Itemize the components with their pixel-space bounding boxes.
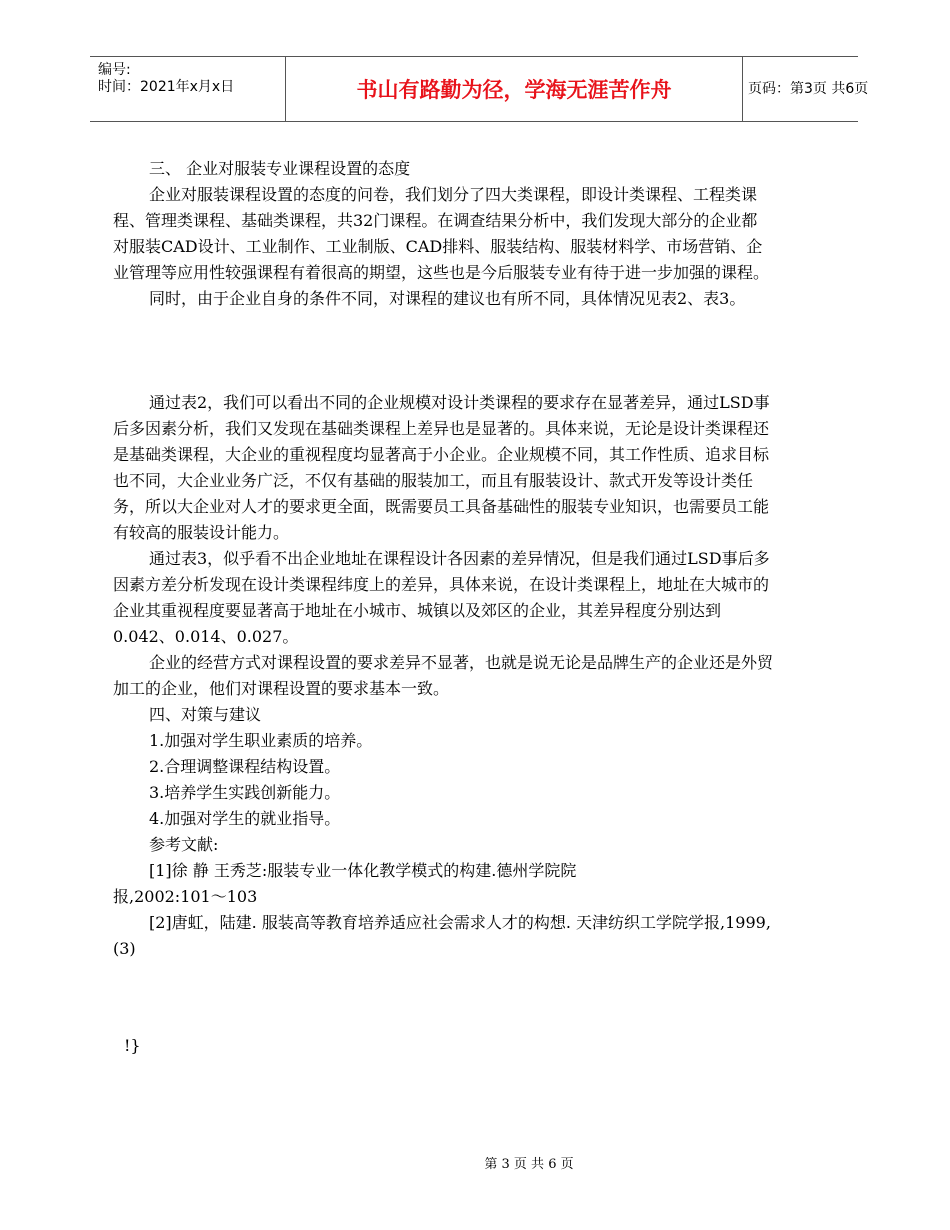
paragraph: 企业的经营方式对课程设置的要求差异不显著，也就是说无论是品牌生产的企业还是外贸加工的企业，他们对课程设置的要求基本一致。 <box>113 653 774 698</box>
page-label: 页码：第3页 共6页 <box>748 81 869 97</box>
page-footer: 第 3 页 共 6 页 <box>484 1157 574 1172</box>
list-item: 1.加强对学生职业素质的培养。 <box>149 731 373 750</box>
section-heading: 三、 企业对服装专业课程设置的态度 <box>149 159 411 178</box>
section-heading: 四、对策与建议 <box>149 705 262 724</box>
references-heading: 参考文献: <box>149 835 219 854</box>
blank-space <box>113 312 773 390</box>
paragraph: 同时，由于企业自身的条件不同，对课程的建议也有所不同，具体情况见表2、表3。 <box>149 289 746 308</box>
paragraph: 通过表3，似乎看不出企业地址在课程设计各因素的差异情况，但是我们通过LSD事后多因素方差分析发现在设计类课程纬度上的差异，具体来说，在设计类课程上，地址在大城市的企业其重视程度要显著高于地址在小城市、城镇以及郊区的企业，其差异程度分别达到0.042、0.014、0.027。 <box>113 549 770 646</box>
header-left-cell <box>90 57 285 121</box>
list-item: 2.合理调整课程结构设置。 <box>149 757 341 776</box>
paragraph: 企业对服装课程设置的态度的问卷，我们划分了四大类课程，即设计类课程、工程类课程、管理类课程、基础类课程，共32门课程。在调查结果分析中，我们发现大部分的企业都对服装CAD设计、工业制作、工业制版、CAD排料、服装结构、服装材料学、市场营销、企业管理等应用性较强课程有着很高的期望，这些也是今后服装专业有待于进一步加强的课程。 <box>113 185 770 282</box>
reference-item: [1]徐 静 王秀芝:服装专业一体化教学模式的构建.德州学院院 <box>149 861 577 880</box>
list-item: 3.培养学生实践创新能力。 <box>149 783 341 802</box>
document-body <box>113 156 773 962</box>
time-label: 时间：2021年x月x日 <box>98 79 235 95</box>
motto-text: 书山有路勤为径，学海无涯苦作舟 <box>356 78 672 102</box>
page-header <box>90 56 869 122</box>
stray-text: !} <box>124 1036 141 1055</box>
serial-label: 编号: <box>98 62 131 78</box>
header-motto-cell <box>285 57 743 121</box>
paragraph: 通过表2，我们可以看出不同的企业规模对设计类课程的要求存在显著差异，通过LSD事后多因素分析，我们又发现在基础类课程上差异也是显著的。具体来说，无论是设计类课程还是基础类课程，大企业的重视程度均显著高于小企业。企业规模不同，其工作性质、追求目标也不同，大企业业务广泛，不仅有基础的服装加工，而且有服装设计、款式开发等设计类任务，所以大企业对人才的要求更全面，既需要员工具备基础性的服装专业知识，也需要员工能有较高的服装设计能力。 <box>113 393 770 542</box>
list-item: 4.加强对学生的就业指导。 <box>149 809 341 828</box>
reference-item: [2]唐虹，陆建. 服装高等教育培养适应社会需求人才的构想. 天津纺织工学院学报,1999,(3) <box>113 913 771 958</box>
header-right-cell <box>741 57 869 121</box>
reference-item-continued: 报,2002:101～103 <box>113 887 258 906</box>
